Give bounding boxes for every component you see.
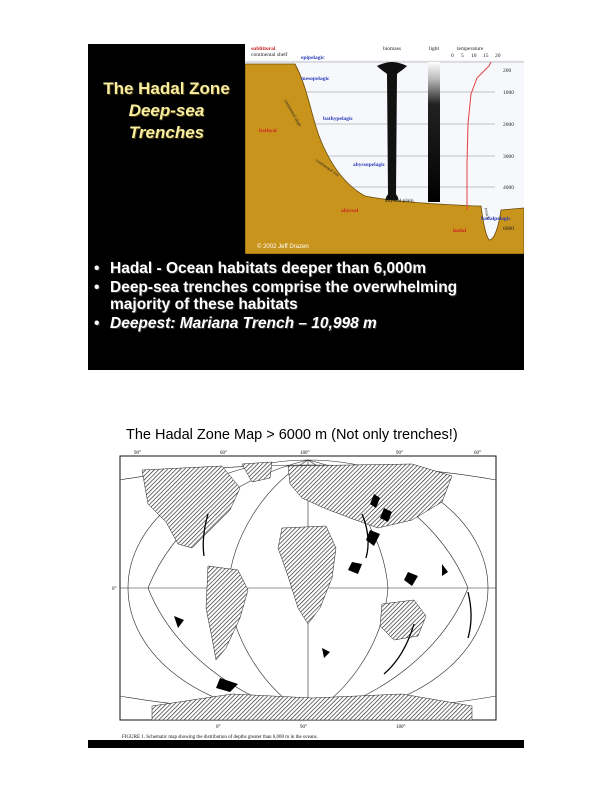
biomass-label: biomass [383, 46, 402, 52]
continental-shelf-label: continental shelf [251, 52, 288, 58]
bullet-deepest: • Deepest: Mariana Trench – 10,998 m [94, 315, 377, 332]
ocean-zones-diagram [245, 44, 524, 254]
abyssal-label: abyssal [341, 208, 359, 214]
lon-label-top-left: 90° [134, 451, 141, 456]
depth-6000: 6000 [503, 226, 514, 232]
continental-rise-label: continental rise [314, 157, 341, 178]
bathypelagic-label: bathypelagic [323, 116, 353, 122]
depth-4000: 4000 [503, 185, 514, 191]
title-line-1: The Hadal Zone [103, 79, 230, 98]
hadal-depth-map [112, 448, 504, 740]
light-column [428, 62, 440, 202]
hadalpelagic-label: hadalpelagic [481, 216, 511, 222]
temperature-label: temperature [457, 46, 484, 52]
light-label: light [429, 46, 440, 52]
depth-1000: 1000 [503, 90, 514, 96]
temp-tick-5: 5 [461, 53, 464, 59]
temp-tick-0: 0 [451, 53, 454, 59]
lon-label-bottom-2: 90° [300, 725, 307, 730]
sublittoral-label: sublittoral [251, 46, 276, 52]
lon-label-top-right: 60° [474, 451, 481, 456]
lon-label-top-2: 60° [220, 451, 227, 456]
depth-3000: 3000 [503, 154, 514, 160]
depth-200: 200 [503, 68, 512, 74]
title-line-3: Trenches [128, 123, 205, 142]
bathyal-label: bathyal [259, 128, 277, 134]
slide-hadal-zone-map [88, 420, 524, 748]
continental-slope-label: continental slope [283, 98, 303, 128]
hadal-label: hadal [453, 228, 467, 234]
slide-hadal-zone-overview [88, 44, 524, 370]
lon-label-bottom-1: 0° [216, 725, 221, 730]
title-line-2: Deep-sea [128, 101, 205, 120]
bullet-list [94, 260, 514, 334]
lon-label-bottom-3: 180° [396, 725, 406, 730]
temp-tick-20: 20 [495, 53, 501, 59]
abyssal-plain-label: abyssal plain [385, 198, 414, 204]
bullet-hadal-definition: • Hadal - Ocean habitats deeper than 6,000m [94, 260, 427, 277]
lon-label-top-4: 90° [396, 451, 403, 456]
copyright-label: © 2002 Jeff Drazen [257, 244, 309, 250]
epipelagic-label: epipelagic [301, 55, 325, 61]
trench-label: trench [483, 207, 491, 220]
slide-title [88, 78, 245, 144]
lon-label-top-center: 180° [300, 451, 310, 456]
map-title: The Hadal Zone Map > 6000 m (Not only trenches!) [126, 427, 458, 443]
lat-label-equator: 0° [112, 587, 117, 592]
figure-caption: FIGURE 1. Schematic map showing the distribution of depths greater than 6,000 m in the oceans. [122, 735, 318, 740]
bullet-marker: • [94, 260, 100, 277]
bullet-marker: • [94, 279, 100, 296]
bullet-marker: • [94, 315, 100, 332]
temp-tick-15: 15 [483, 53, 489, 59]
temp-tick-10: 10 [471, 53, 477, 59]
abyssopelagic-label: abyssopelagic [353, 162, 386, 168]
slide-bottom-bar [88, 740, 524, 748]
mesopelagic-label: mesopelagic [301, 76, 330, 82]
depth-2000: 2000 [503, 122, 514, 128]
bullet-trenches: • Deep-sea trenches comprise the overwhelming majority of these habitats [94, 279, 458, 313]
